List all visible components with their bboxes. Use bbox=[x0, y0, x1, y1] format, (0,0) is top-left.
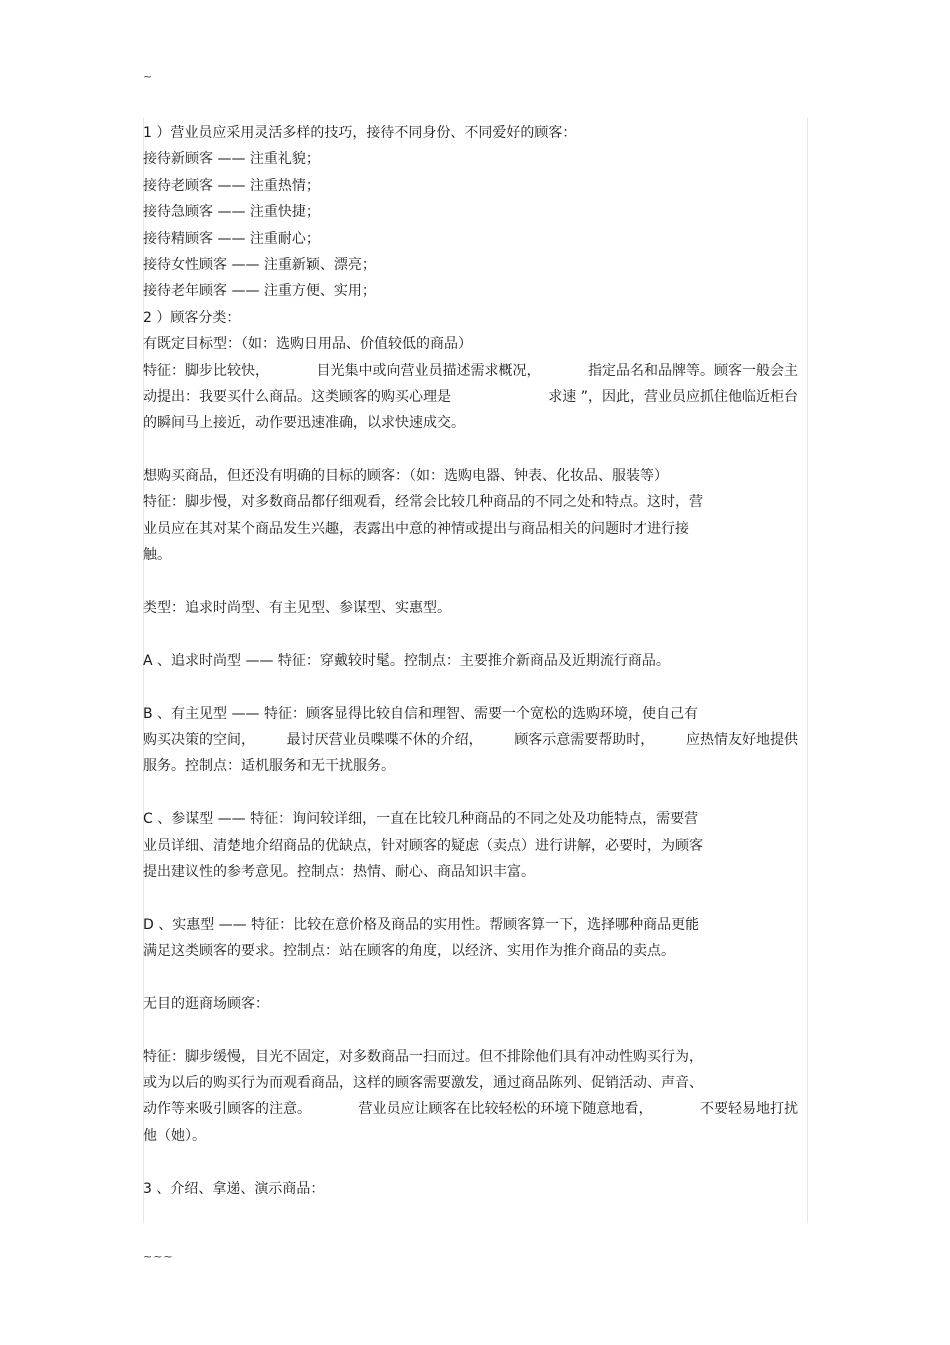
text-line: 想购买商品，但还没有明确的目标的顾客：（如：选购电器、钟表、化妆品、服装等） bbox=[143, 468, 668, 485]
document-body bbox=[143, 120, 798, 1202]
text-line: 接待老顾客 —— 注重热情； bbox=[143, 177, 320, 194]
blank-line bbox=[143, 437, 798, 463]
text-line: 服务。控制点：适机服务和无干扰服务。 bbox=[143, 758, 395, 775]
text-line: B 、有主见型 —— 特征：顾客显得比较自信和理智、需要一个宽松的选购环境，使自己有 bbox=[143, 705, 698, 722]
text-line: 提出建议性的参考意见。控制点：热情、耐心、商品知识丰富。 bbox=[143, 863, 535, 880]
text-line: D 、实惠型 —— 特征：比较在意价格及商品的实用性。帮顾客算一下，选择哪种商品更能 bbox=[143, 916, 700, 933]
blank-line bbox=[143, 569, 798, 595]
text-line: 无目的逛商场顾客： bbox=[143, 995, 269, 1012]
text-fragment: 指定品名和品牌等。顾客一般会主 bbox=[588, 362, 798, 379]
blank-line bbox=[143, 674, 798, 700]
text-line: 业员应在其对某个商品发生兴趣，表露出中意的神情或提出与商品相关的问题时才进行接 bbox=[143, 520, 689, 537]
text-line: 满足这类顾客的要求。控制点：站在顾客的角度，以经济、实用作为推介商品的卖点。 bbox=[143, 943, 675, 960]
text-line: 接待精顾客 —— 注重耐心； bbox=[143, 230, 320, 247]
text-line bbox=[143, 727, 798, 753]
text-line: C 、参谋型 —— 特征：询问较详细，一直在比较几种商品的不同之处及功能特点，需要营 bbox=[143, 811, 699, 828]
text-line bbox=[143, 384, 798, 410]
text-fragment: 最讨厌营业员喋喋不休的介绍， bbox=[286, 731, 483, 748]
blank-line bbox=[143, 1017, 798, 1043]
text-line: 他（她）。 bbox=[143, 1127, 206, 1144]
blank-line bbox=[143, 965, 798, 991]
text-line: 类型：追求时尚型、有主见型、参谋型、实惠型。 bbox=[143, 600, 451, 617]
right-margin-rule bbox=[807, 118, 808, 1223]
section-heading: 3 、介绍、拿递、演示商品： bbox=[143, 1180, 325, 1197]
blank-line bbox=[143, 780, 798, 806]
text-fragment: 不要轻易地打扰 bbox=[700, 1101, 798, 1118]
text-fragment: 营业员应让顾客在比较轻松的环境下随意地看， bbox=[358, 1101, 653, 1118]
text-line: 接待老年顾客 —— 注重方便、实用； bbox=[143, 283, 376, 300]
text-line: 触。 bbox=[143, 547, 171, 564]
text-line: 业员详细、清楚地介绍商品的优缺点，针对顾客的疑虑（卖点）进行讲解，必要时，为顾客 bbox=[143, 837, 703, 854]
text-line: 或为以后的购买行为而观看商品，这样的顾客需要激发，通过商品陈列、促销活动、声音、 bbox=[143, 1075, 703, 1092]
text-line: 接待急顾客 —— 注重快捷； bbox=[143, 204, 320, 221]
text-line: 1 ）营业员应采用灵活多样的技巧，接待不同身份、不同爱好的顾客： bbox=[143, 125, 577, 141]
blank-line bbox=[143, 885, 798, 911]
text-fragment: 购买决策的空间， bbox=[143, 731, 255, 748]
text-line: 接待女性顾客 —— 注重新颖、漂亮； bbox=[143, 256, 376, 273]
text-fragment: 特征：脚步比较快， bbox=[143, 362, 269, 379]
blank-line bbox=[143, 1149, 798, 1175]
text-fragment: 动提出：我要买什么商品。这类顾客的购买心理是 bbox=[143, 388, 451, 405]
text-line: 特征：脚步缓慢，目光不固定，对多数商品一扫而过。但不排除他们具有冲动性购买行为， bbox=[143, 1048, 703, 1065]
text-line: 有既定目标型：（如：选购日用品、价值较低的商品） bbox=[143, 336, 472, 353]
text-fragment: 应热情友好地提供 bbox=[685, 731, 798, 748]
header-mark: ~ bbox=[143, 70, 153, 83]
text-line: A 、追求时尚型 —— 特征：穿戴较时髦。控制点：主要推介新商品及近期流行商品。 bbox=[143, 652, 670, 669]
text-line bbox=[143, 358, 798, 384]
text-fragment: 求速 ”，因此，营业员应抓住他临近柜台 bbox=[548, 388, 798, 405]
text-fragment: 顾客示意需要帮助时， bbox=[514, 731, 655, 748]
text-line: 接待新顾客 —— 注重礼貌； bbox=[143, 151, 320, 168]
section-heading: 2 ）顾客分类： bbox=[143, 309, 241, 326]
text-line bbox=[143, 1096, 798, 1122]
text-fragment: 动作等来吸引顾客的注意。 bbox=[143, 1101, 311, 1118]
text-line: 的瞬间马上接近，动作要迅速准确，以求快速成交。 bbox=[143, 415, 465, 432]
text-fragment: 目光集中或向营业员描述需求概况， bbox=[316, 362, 541, 379]
blank-line bbox=[143, 621, 798, 647]
footer-mark: ~~~ bbox=[143, 1250, 174, 1263]
text-line: 特征：脚步慢，对多数商品都仔细观看，经常会比较几种商品的不同之处和特点。这时，营 bbox=[143, 494, 703, 511]
